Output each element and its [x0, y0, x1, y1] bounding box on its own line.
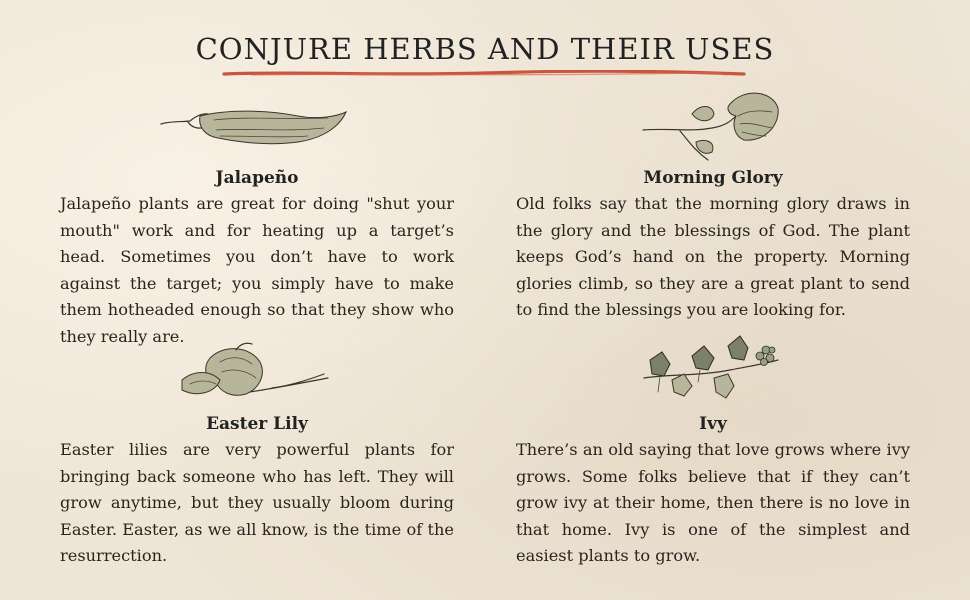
herb-description-jalapeno: Jalapeño plants are great for doing "shut your mouth" work and for heating up a target’s head. Sometimes you don’t have to work against the target; you simply have to make them hotheaded enough so that they show who they really are.: [60, 194, 454, 346]
herb-name-easter-lily: Easter Lily: [206, 414, 308, 434]
morning-glory-flower-icon: [640, 86, 782, 166]
easter-lily-flower-icon: [176, 340, 334, 406]
herb-name-jalapeno: Jalapeño: [215, 168, 299, 188]
herb-description-easter-lily: Easter lilies are very powerful plants for bringing back someone who has left. They will grow anytime, but they usually bloom during Easter. Easter, as we all know, is the time of the resurrection.: [60, 440, 454, 565]
ivy-sprig-icon: [640, 330, 784, 410]
title-underline: [222, 70, 746, 77]
herb-description-ivy: There’s an old saying that love grows where ivy grows. Some folks believe that if they can’t grow ivy at their home, then there is no love in that home. Ivy is one of the simplest and easiest plants to grow.: [516, 440, 910, 565]
herb-name-ivy: Ivy: [699, 414, 727, 434]
herb-name-morning-glory: Morning Glory: [643, 168, 783, 188]
herb-description-morning-glory: Old folks say that the morning glory draws in the glory and the blessings of God. The plant keeps God’s hand on the property. Morning glories climb, so they are a great plant to send to find the blessings you are looking for.: [516, 194, 910, 319]
jalapeno-pepper-icon: [158, 106, 350, 158]
page-title: CONJURE HERBS AND THEIR USES: [195, 32, 775, 66]
